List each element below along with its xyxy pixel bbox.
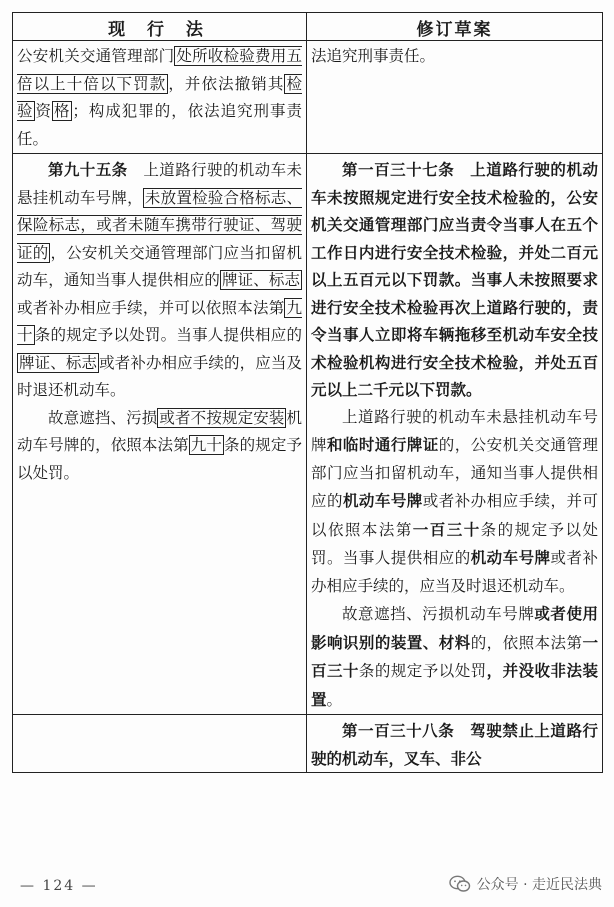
boxed-deletion: 牌证、标志 (222, 271, 300, 289)
wechat-icon (449, 875, 471, 893)
text-segment: 条的规定予以处罚 (358, 662, 487, 680)
text-segment: 资 (35, 102, 52, 120)
boxed-deletion: 格 (53, 102, 71, 120)
article-138-para1 (311, 717, 598, 772)
text-segment: 或者补办相应手续的，应当及时退还机动车。 (17, 353, 302, 399)
text-segment: 故意遮挡、污损 (48, 408, 158, 427)
row2-current (13, 154, 307, 715)
table-row (13, 154, 603, 715)
bold-new-text: 驾驶禁止上道路行驶的机动车，叉车、非公 (311, 721, 598, 768)
text-segment: 的，依照本法第 (470, 633, 583, 652)
row1-current (13, 41, 307, 154)
bold-new-text: 和临时通行牌证 (326, 435, 439, 454)
boxed-deletion: 牌证、标志 (19, 353, 98, 372)
article-137-para2 (311, 404, 598, 601)
bold-new-text: ，并没收非法装置 (311, 661, 598, 709)
article-number: 第一百三十八条 (342, 721, 455, 740)
row3-current (13, 715, 307, 773)
header-draft: 修订草案 (307, 13, 603, 41)
text-segment: 条的规定予以处罚。当事人提供相应的 (311, 520, 598, 567)
article-137-para3 (311, 600, 598, 714)
header-current-law: 现 行 法 (13, 13, 307, 41)
text-segment: ，公安机关交通管理部门应当扣留机动车，通知当事人提供相应的 (17, 243, 302, 289)
article-number: 第一百三十七条 (342, 160, 455, 179)
bold-new-text: 一百三十 (412, 519, 481, 539)
text-segment: 故意遮挡、污损机动车号牌 (342, 605, 535, 623)
text-segment: 上道路行驶的机动车未悬挂机动车号牌 (311, 407, 598, 454)
boxed-deletion: 九十 (190, 436, 222, 454)
row1-draft (307, 41, 603, 154)
text-segment: 的，公安机关交通管理部门应当扣留机动车，通知当事人提供相应的 (311, 436, 598, 510)
bold-new-text: 一百三十 (311, 632, 598, 680)
bold-new-text: 上道路行驶的机动车未按照规定进行安全技术检验的，公安机关交通管理部门应当责令当事人在五个工作日内进行安全技术检验，并处二百元以上五百元以下罚款。当事人未按照要求进行安全技术检验再次上道路行驶的，责令当事人立即将车辆拖移至机动车安全技术检验机构进行安全技术检验，并处五百元以上二千元以下罚款。 (311, 160, 598, 399)
watermark (449, 874, 602, 894)
text-segment: 机动车号牌的，依照本法第 (17, 408, 302, 454)
row3-draft (307, 715, 603, 773)
boxed-deletion: 处所收检验费用五倍以上十倍以下罚款 (17, 47, 302, 93)
header-row (13, 13, 603, 41)
table-row (13, 715, 603, 773)
text-segment: ，并依法撤销其 (168, 74, 285, 93)
text-segment: ；构成犯罪的，依法追究刑事责任。 (17, 102, 302, 148)
bold-new-text: 机动车号牌 (470, 548, 551, 567)
bold-new-text: 或者使用影响识别的装置、材料 (311, 604, 598, 652)
comparison-table (12, 12, 603, 773)
text-segment: 上道路行驶的机动车未悬挂机动车号牌， (17, 161, 302, 207)
text-segment: 公安机关交通管理部门 (17, 47, 175, 65)
boxed-deletion: 未放置检验合格标志、保险标志，或者未随车携带行驶证、驾驶证的 (17, 188, 302, 262)
row1-draft-text: 法追究刑事责任。 (311, 47, 436, 65)
boxed-deletion: 或者不按规定安装 (159, 408, 285, 427)
text-segment: 。 (326, 690, 343, 709)
text-segment: 条的规定予以处罚。 (17, 436, 302, 482)
row1-current-text (17, 43, 302, 153)
bold-new-text: 机动车号牌 (342, 491, 423, 510)
article-95-para2 (17, 405, 302, 488)
text-segment: 或者补办相应手续，并可以依照本法第 (17, 298, 285, 317)
boxed-deletion: 九十 (17, 298, 302, 344)
article-number: 第九十五条 (48, 160, 128, 179)
text-segment: 或者补办相应手续的，应当及时退还机动车。 (311, 549, 598, 595)
article-95-para1 (17, 156, 302, 405)
text-segment: 条的规定予以处罚。当事人提供相应的 (34, 326, 302, 344)
table-row (13, 41, 603, 154)
article-137-para1 (311, 156, 598, 404)
watermark-text: 公众号 · 走近民法典 (476, 877, 602, 893)
row2-draft (307, 154, 603, 715)
text-segment: 或者补办相应手续，并可以依照本法第 (311, 492, 598, 539)
boxed-deletion: 检验 (17, 74, 302, 120)
page-number: — 124 — (20, 878, 98, 894)
